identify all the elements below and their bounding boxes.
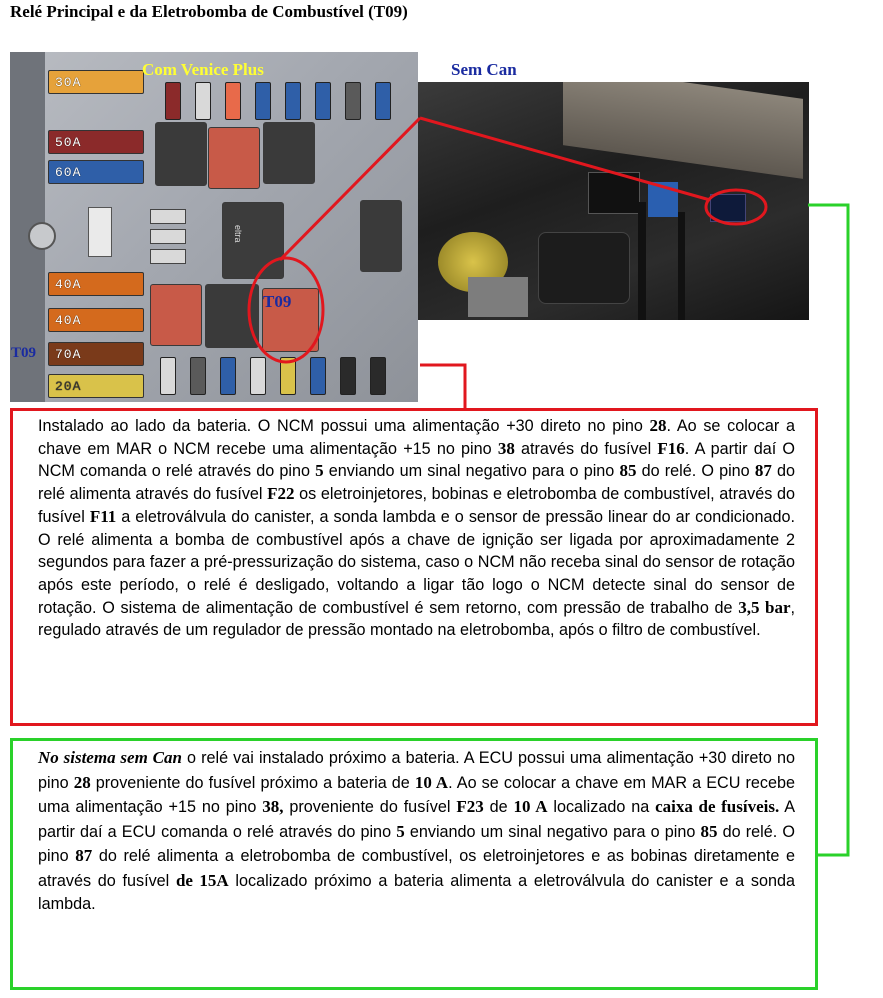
- maxi-fuse: 60A: [48, 160, 144, 184]
- com-venice-plus-label: Com Venice Plus: [142, 60, 264, 79]
- wire: [638, 202, 646, 320]
- maxi-fuse: 50A: [48, 130, 144, 154]
- t09-relay-label: T09: [263, 292, 292, 311]
- mini-fuse: [375, 82, 391, 120]
- mini-fuse: [280, 357, 296, 395]
- relay: [205, 284, 259, 348]
- connector: [588, 172, 640, 214]
- mini-fuse: [345, 82, 361, 120]
- relay-sem-can: [710, 194, 746, 222]
- mini-fuse: [255, 82, 271, 120]
- relay: [263, 122, 315, 184]
- bolt-terminal: [28, 222, 56, 250]
- white-fuse: [88, 207, 112, 257]
- relay: [208, 127, 260, 189]
- red-bracket-line: [420, 365, 465, 408]
- relay: [155, 122, 207, 186]
- mini-fuse: [310, 357, 326, 395]
- mini-fuse: [370, 357, 386, 395]
- wire: [678, 212, 685, 320]
- mini-fuse: [315, 82, 331, 120]
- battery-clamp: [468, 277, 528, 317]
- mini-fuse: [285, 82, 301, 120]
- metal-bracket: [563, 82, 803, 179]
- mini-fuse: [340, 357, 356, 395]
- maxi-fuse: 30A: [48, 70, 144, 94]
- green-box-paragraph: No sistema sem Can o relé vai instalado próximo a bateria. A ECU possui uma alimentação +30 direto no pino 28 proveniente do fusível próximo a bateria de 10 A. Ao se colocar a chave em MAR a ECU recebe uma alimentação +15 no pino 38, proveniente do fusível F23 de 10 A localizado na caixa de fusíveis. A partir daí a ECU comanda o relé através do pino 5 enviando um sinal negativo para o pino 85 do relé. O pino 87 do relé alimenta a eletrobomba de combustível, os eletroinjetores e as bobinas diretamente e através do fusível de 15A localizado próximo a bateria alimenta a eletroválvula do canister e a sonda lambda.: [38, 748, 795, 913]
- mini-fuse: [190, 357, 206, 395]
- maxi-fuse: 40A: [48, 308, 144, 332]
- mini-fuse: [195, 82, 211, 120]
- small-fuse: [150, 209, 186, 224]
- sem-can-label: Sem Can: [451, 60, 517, 79]
- relay: [360, 200, 402, 272]
- fuse-box-photo: [10, 52, 418, 402]
- mini-fuse: [165, 82, 181, 120]
- relay: [150, 284, 202, 346]
- engine-bay-photo: [418, 82, 809, 320]
- connector-blue: [648, 182, 678, 217]
- t09-side-label: T09: [11, 345, 37, 361]
- small-fuse: [150, 229, 186, 244]
- mini-fuse: [250, 357, 266, 395]
- mini-fuse: [220, 357, 236, 395]
- maxi-fuse: 40A: [48, 272, 144, 296]
- relay: [222, 202, 284, 279]
- page-title: Relé Principal e da Eletrobomba de Combustível (T09): [10, 2, 408, 21]
- small-fuse: [150, 249, 186, 264]
- battery-cover: [538, 232, 630, 304]
- mini-fuse: [225, 82, 241, 120]
- mini-fuse: [160, 357, 176, 395]
- red-box-paragraph: Instalado ao lado da bateria. O NCM possui uma alimentação +30 direto no pino 28. Ao se colocar a chave em MAR o NCM recebe uma alimentação +15 no pino 38 através do fusível F16. A partir daí O NCM comanda o relé através do pino 5 enviando um sinal negativo para o pino 85 do relé. O pino 87 do relé alimenta através do fusível F22 os eletroinjetores, bobinas e eletrobomba de combustível, através do fusível F11 a eletroválvula do canister, a sonda lambda e o sensor de pressão linear do ar condicionado. O relé alimenta a bomba de combustível após a chave de ignição ser ligada por aproximadamente 2 segundos para fazer a pré-pressurização do sistema, caso o NCM não receba sinal do sensor de rotação após este período, o relé é desligado, voltando a ligar tão logo o NCM detecte sinal do sensor de rotação. O sistema de alimentação de combustível é sem retorno, com pressão de trabalho de 3,5 bar, regulado através de um regulador de pressão montado na eletrobomba, após o filtro de combustível.: [38, 416, 795, 640]
- relay-brand-label: eltra: [233, 225, 243, 243]
- maxi-fuse: 20A: [48, 374, 144, 398]
- maxi-fuse: 70A: [48, 342, 144, 366]
